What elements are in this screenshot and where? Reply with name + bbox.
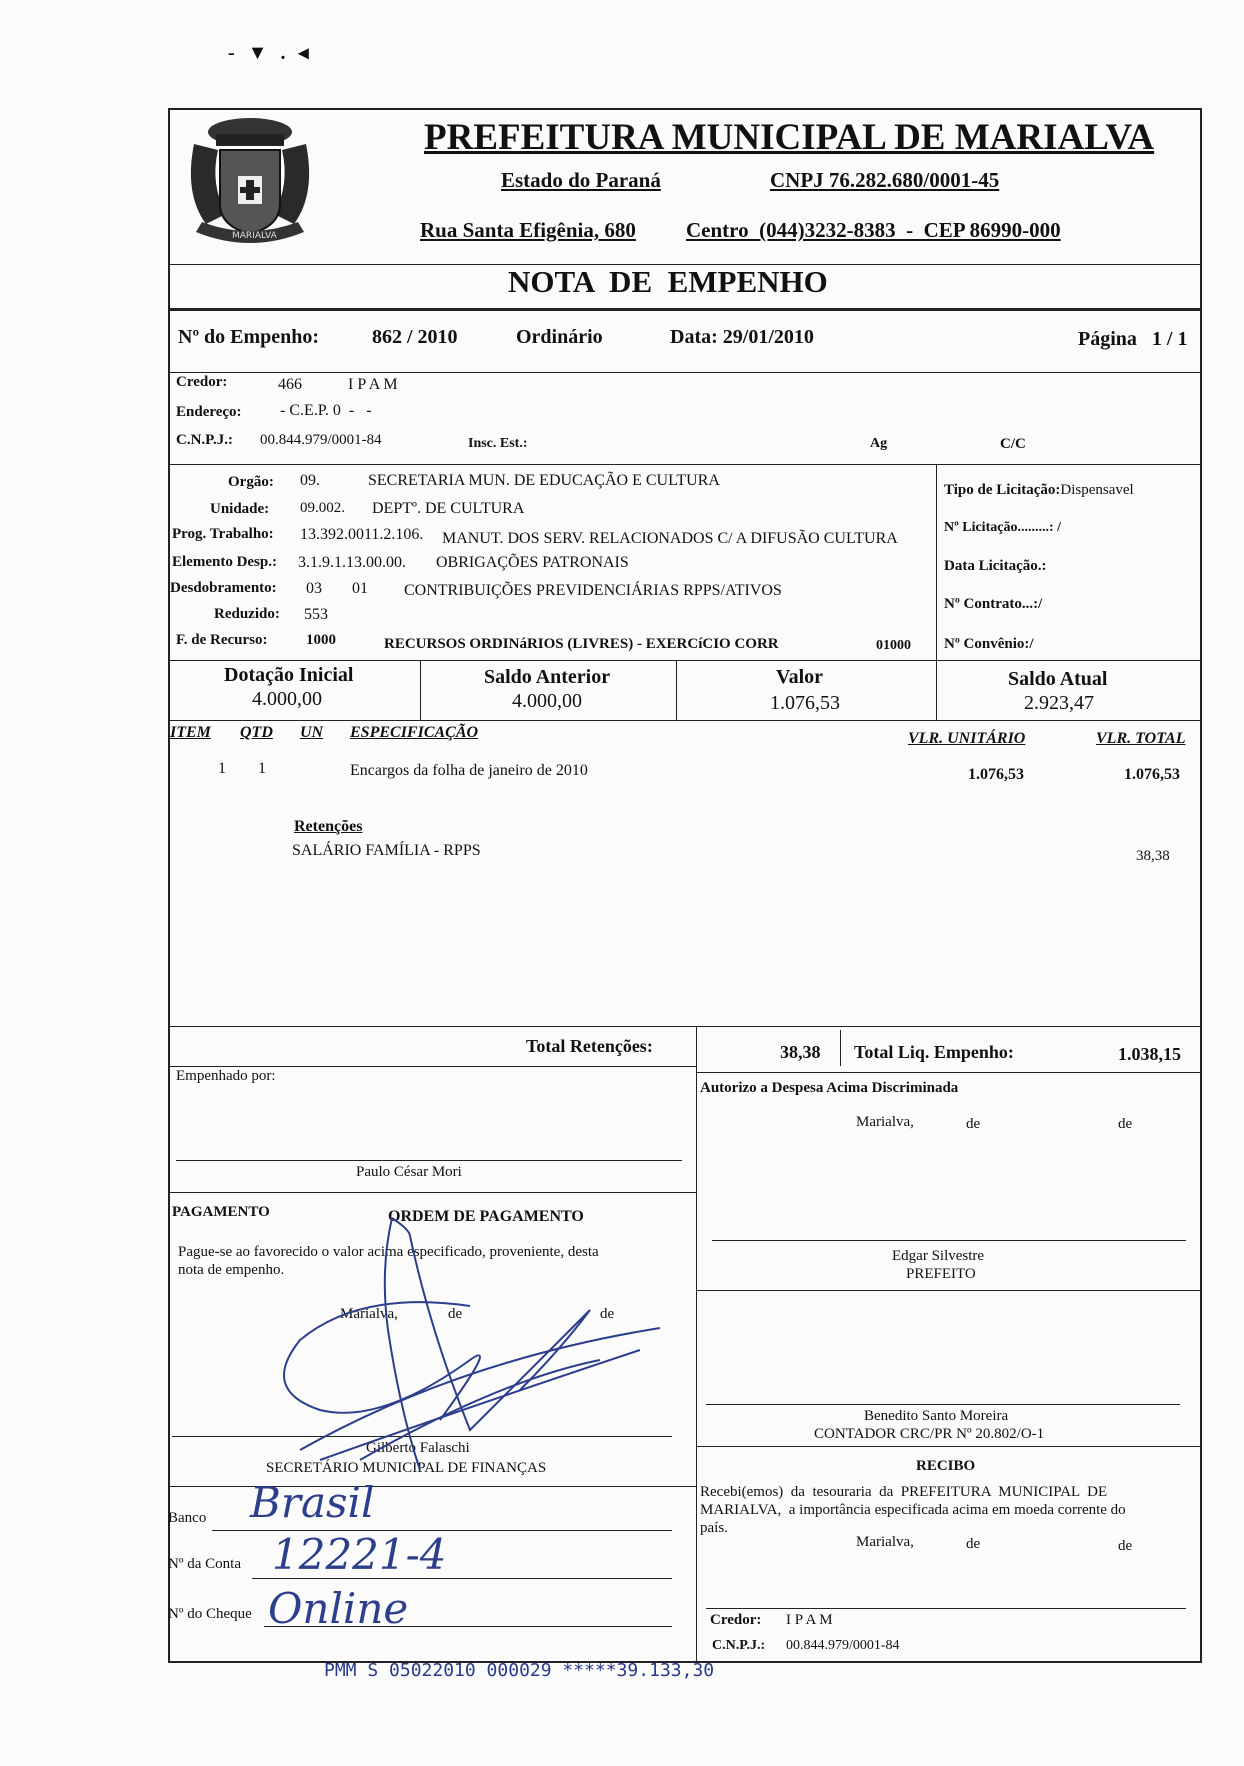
total-liquido-value: 1.038,15: [1118, 1044, 1181, 1064]
total-retencoes-label: Total Retenções:: [526, 1036, 653, 1056]
address-label: Endereço:: [176, 404, 242, 420]
saldo-anterior-value: 4.000,00: [512, 690, 582, 712]
autorizo-text: Autorizo a Despesa Acima Discriminada: [700, 1080, 959, 1096]
reduzido-label: Reduzido:: [214, 606, 280, 622]
reduzido-value: 553: [304, 606, 328, 623]
elemento-code: 3.1.9.1.13.00.00.: [298, 554, 406, 571]
saldo-anterior-label: Saldo Anterior: [484, 666, 611, 688]
orgao-code: 09.: [300, 472, 320, 489]
page-title: PREFEITURA MUNICIPAL DE MARIALVA: [424, 117, 1155, 158]
processing-stamp: PMM S 05022010 000029 *****39.133,30: [324, 1660, 715, 1681]
conta-handwritten-value: 12221-4: [272, 1530, 447, 1579]
recurso-code-2: 01000: [876, 638, 911, 653]
col-unit-value: VLR. UNITÁRIO: [908, 730, 1026, 747]
contrato-number: Nº Contrato...:/: [944, 596, 1043, 612]
unidade-code: 09.002.: [300, 500, 345, 516]
desdobramento-code-1: 03: [306, 580, 322, 597]
recurso-code: 1000: [306, 632, 336, 648]
recibo-de-2: de: [1118, 1538, 1133, 1554]
empenhado-name: Paulo César Mori: [356, 1164, 462, 1180]
empenho-label: Nº do Empenho:: [178, 326, 320, 348]
document-type-title: NOTA DE EMPENHO: [508, 264, 828, 299]
autorizo-de-2: de: [1118, 1116, 1133, 1132]
saldo-atual-value: 2.923,47: [1024, 692, 1094, 714]
licitacao-number: Nº Licitação.........: /: [944, 520, 1061, 535]
header-contact: Centro (044)3232-8383 - CEP 86990-000: [686, 218, 1061, 242]
col-qtd: QTD: [240, 724, 273, 741]
scan-marks: - ▼ . ◂: [228, 42, 313, 64]
orgao-name: SECRETARIA MUN. DE EDUCAÇÃO E CULTURA: [368, 472, 720, 489]
table-row-espec: Encargos da folha de janeiro de 2010: [350, 762, 588, 779]
pagamento-de-2: de: [600, 1306, 615, 1322]
recibo-line-1: Recebi(emos) da tesouraria da PREFEITURA MUNICIPAL DE: [700, 1484, 1108, 1500]
table-row-unit: 1.076,53: [968, 766, 1024, 783]
col-especificacao: ESPECIFICAÇÃO: [350, 724, 479, 741]
credor-cnpj-label: C.N.P.J.:: [176, 432, 233, 448]
page-number: Página 1 / 1: [1078, 328, 1188, 350]
banco-handwritten-value: Brasil: [250, 1478, 375, 1527]
financas-signer-name: Gilberto Falaschi: [366, 1440, 470, 1456]
contador-role: CONTADOR CRC/PR Nº 20.802/O-1: [814, 1426, 1045, 1442]
header-street: Rua Santa Efigênia, 680: [420, 218, 636, 242]
account-label: C/C: [1000, 436, 1026, 452]
elemento-name: OBRIGAÇÕES PATRONAIS: [436, 554, 629, 571]
convenio-number: Nº Convênio:/: [944, 636, 1034, 652]
credor-code: 466: [278, 376, 302, 393]
valor-value: 1.076,53: [770, 692, 840, 714]
empenhado-label: Empenhado por:: [176, 1068, 276, 1084]
cheque-label: Nº do Cheque: [168, 1606, 252, 1622]
conta-label: Nº da Conta: [168, 1556, 241, 1572]
table-row-total: 1.076,53: [1124, 766, 1180, 783]
recibo-cnpj-label: C.N.P.J.:: [712, 1638, 766, 1653]
col-total-value: VLR. TOTAL: [1096, 730, 1186, 747]
saldo-atual-label: Saldo Atual: [1008, 668, 1108, 690]
address-value: - C.E.P. 0 - -: [280, 402, 372, 419]
svg-text:MARIALVA: MARIALVA: [232, 231, 277, 241]
desdobramento-name: CONTRIBUIÇÕES PREVIDENCIÁRIAS RPPS/ATIVOS: [404, 582, 782, 599]
banco-label: Banco: [168, 1510, 207, 1526]
autorizo-city: Marialva,: [856, 1114, 914, 1130]
empenho-date: Data: 29/01/2010: [670, 326, 814, 348]
recibo-credor-value: I P A M: [786, 1612, 833, 1628]
prog-name: MANUT. DOS SERV. RELACIONADOS C/ A DIFUSÃO CULTURA: [442, 530, 898, 547]
prefeito-role: PREFEITO: [906, 1266, 976, 1282]
pagamento-text-line-1: Pague-se ao favorecido o valor acima especificado, proveniente, desta: [178, 1244, 599, 1260]
state-name: Estado do Paraná: [501, 168, 661, 192]
prefeito-name: Edgar Silvestre: [892, 1248, 985, 1264]
retencoes-title: Retenções: [294, 818, 363, 835]
orgao-label: Orgão:: [228, 474, 274, 490]
recibo-city: Marialva,: [856, 1534, 914, 1550]
unidade-name: DEPTº. DE CULTURA: [372, 500, 525, 517]
table-row-item: 1: [218, 760, 226, 777]
dotacao-label: Dotação Inicial: [224, 664, 354, 686]
agency-label: Ag: [870, 436, 888, 451]
recibo-line-2: MARIALVA, a importância especificada acima em moeda corrente do: [700, 1502, 1126, 1518]
empenho-type: Ordinário: [516, 326, 603, 348]
recibo-line-3: país.: [700, 1520, 728, 1536]
prog-label: Prog. Trabalho:: [172, 526, 274, 542]
total-liquido-label: Total Liq. Empenho:: [854, 1042, 1014, 1062]
licitacao-date: Data Licitação.:: [944, 558, 1047, 574]
unidade-label: Unidade:: [210, 501, 270, 517]
credor-name: I P A M: [348, 376, 398, 393]
cheque-handwritten-value: Online: [268, 1584, 409, 1633]
elemento-label: Elemento Desp.:: [172, 554, 277, 570]
recibo-cnpj-value: 00.844.979/0001-84: [786, 1638, 900, 1653]
retencoes-value: 38,38: [1136, 848, 1170, 864]
pagamento-city: Marialva,: [340, 1306, 398, 1322]
contador-name: Benedito Santo Moreira: [864, 1408, 1009, 1424]
empenho-number: 862 / 2010: [372, 326, 458, 348]
pagamento-de-1: de: [448, 1306, 463, 1322]
signature-drawing: [260, 1210, 680, 1480]
recurso-name: RECURSOS ORDINáRIOS (LIVRES) - EXERCíCIO CORR: [384, 636, 779, 652]
pagamento-title: PAGAMENTO: [172, 1204, 270, 1220]
financas-signer-role: SECRETÁRIO MUNICIPAL DE FINANÇAS: [266, 1460, 547, 1476]
retencoes-item: SALÁRIO FAMÍLIA - RPPS: [292, 842, 481, 859]
recibo-credor-label: Credor:: [710, 1612, 762, 1628]
dotacao-value: 4.000,00: [252, 688, 322, 710]
table-row-qtd: 1: [258, 760, 266, 777]
prog-code: 13.392.0011.2.106.: [300, 526, 424, 543]
licitacao-type: Tipo de Licitação:Dispensavel: [944, 482, 1134, 498]
credor-cnpj: 00.844.979/0001-84: [260, 432, 382, 448]
col-item: ITEM: [170, 724, 211, 741]
autorizo-de-1: de: [966, 1116, 981, 1132]
insc-est-label: Insc. Est.:: [468, 436, 528, 451]
credor-label: Credor:: [176, 374, 228, 390]
desdobramento-label: Desdobramento:: [170, 580, 277, 596]
pagamento-text-line-2: nota de empenho.: [178, 1262, 285, 1278]
header-cnpj: CNPJ 76.282.680/0001-45: [770, 168, 1000, 192]
desdobramento-code-2: 01: [352, 580, 368, 597]
recurso-label: F. de Recurso:: [176, 632, 268, 648]
recibo-title: RECIBO: [916, 1458, 976, 1474]
municipal-crest-icon: [176, 104, 324, 256]
ordem-pagamento-title: ORDEM DE PAGAMENTO: [388, 1208, 584, 1225]
valor-label: Valor: [776, 666, 824, 688]
total-retencoes-value: 38,38: [780, 1042, 821, 1062]
col-un: UN: [300, 724, 324, 741]
recibo-de-1: de: [966, 1536, 981, 1552]
